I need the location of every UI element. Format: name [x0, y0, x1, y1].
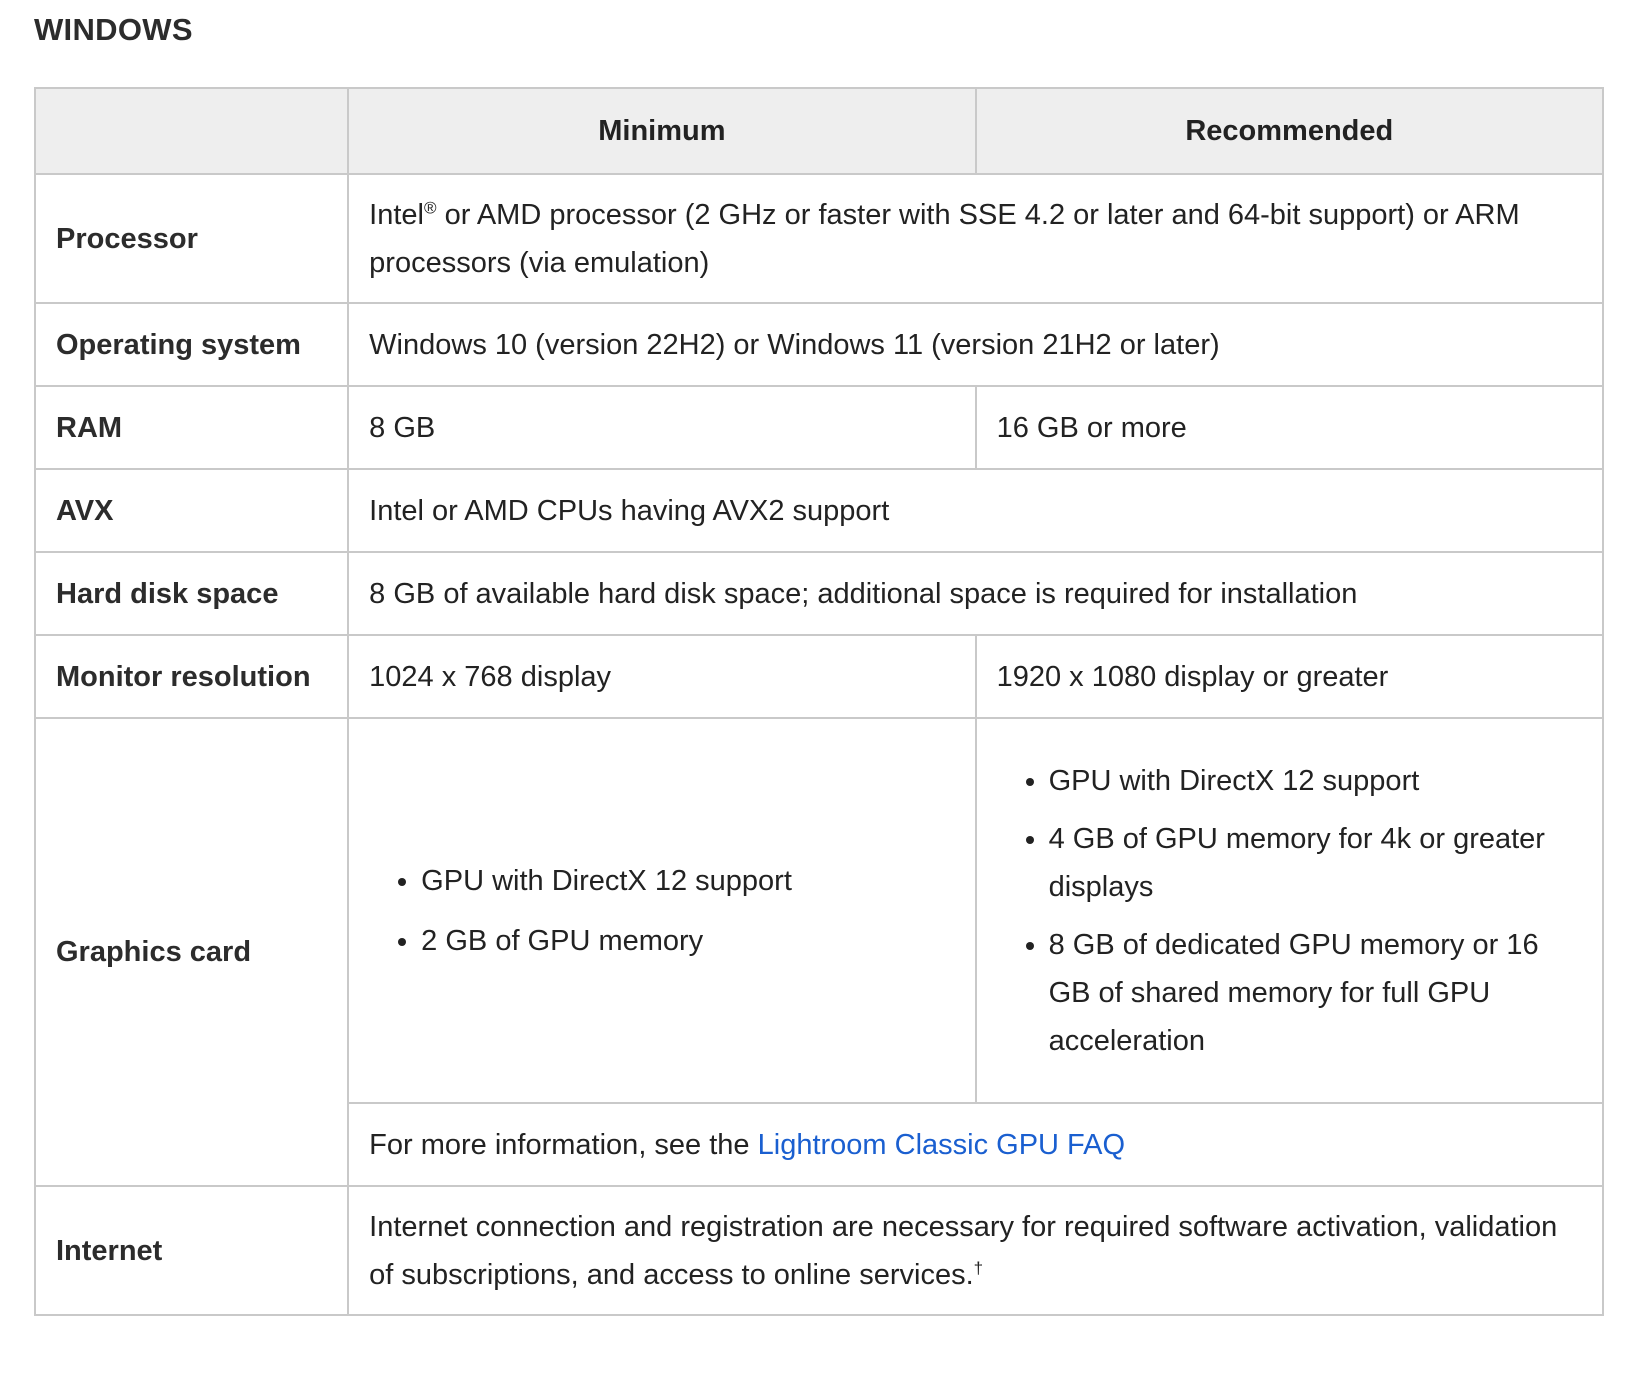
table-row-processor: [35, 174, 1603, 303]
row-label-avx: AVX: [35, 469, 348, 552]
processor-value: [348, 174, 1603, 303]
row-label-internet: Internet: [35, 1186, 348, 1315]
header-blank: [35, 88, 348, 174]
row-label-ram: RAM: [35, 386, 348, 469]
table-row-disk: [35, 552, 1603, 635]
avx-value: Intel or AMD CPUs having AVX2 support: [348, 469, 1603, 552]
gpu-faq-link[interactable]: Lightroom Classic GPU FAQ: [757, 1128, 1126, 1161]
ram-recommended: 16 GB or more: [976, 386, 1603, 469]
graphics-recommended-list: [997, 757, 1588, 1065]
header-minimum: Minimum: [348, 88, 975, 174]
row-label-monitor: Monitor resolution: [35, 635, 348, 718]
table-row-graphics: [35, 718, 1603, 1103]
row-label-disk: Hard disk space: [35, 552, 348, 635]
header-recommended: Recommended: [976, 88, 1603, 174]
table-row-avx: [35, 469, 1603, 552]
ram-minimum: 8 GB: [348, 386, 975, 469]
system-requirements-table: [34, 87, 1604, 1316]
table-row-os: [35, 303, 1603, 386]
list-item: • GPU with DirectX 12 support: [421, 857, 954, 905]
os-value: Windows 10 (version 22H2) or Windows 11 (version 21H2 or later): [348, 303, 1603, 386]
graphics-more-info: [348, 1103, 1603, 1186]
internet-value-text: Internet connection and registration are necessary for required software activation, validation of subscriptions, and access to online services.: [369, 1210, 1558, 1291]
monitor-minimum: 1024 x 768 display: [348, 635, 975, 718]
row-label-os: Operating system: [35, 303, 348, 386]
monitor-recommended: 1920 x 1080 display or greater: [976, 635, 1603, 718]
dagger-mark: †: [973, 1257, 984, 1277]
list-item: • 4 GB of GPU memory for 4k or greater displays: [1049, 815, 1588, 911]
table-row-internet: [35, 1186, 1603, 1315]
graphics-minimum-list: [369, 857, 954, 965]
header-row: [35, 88, 1603, 174]
list-item: • 2 GB of GPU memory: [421, 917, 954, 965]
more-info-text: For more information, see the: [369, 1128, 758, 1161]
disk-value: 8 GB of available hard disk space; additional space is required for installation: [348, 552, 1603, 635]
processor-value-post: or AMD processor (2 GHz or faster with SSE 4.2 or later and 64-bit support) or ARM processors (via emulation): [369, 198, 1520, 279]
internet-value: [348, 1186, 1603, 1315]
table-row-ram: [35, 386, 1603, 469]
registered-mark: ®: [424, 197, 437, 217]
graphics-recommended: [976, 718, 1603, 1103]
processor-value-pre: Intel: [369, 198, 424, 231]
list-item: • 8 GB of dedicated GPU memory or 16 GB of shared memory for full GPU acceleration: [1049, 921, 1588, 1065]
row-label-graphics: Graphics card: [35, 718, 348, 1186]
list-item: • GPU with DirectX 12 support: [1049, 757, 1588, 805]
graphics-minimum: [348, 718, 975, 1103]
section-heading: WINDOWS: [34, 12, 193, 47]
table-row-monitor: [35, 635, 1603, 718]
row-label-processor: Processor: [35, 174, 348, 303]
